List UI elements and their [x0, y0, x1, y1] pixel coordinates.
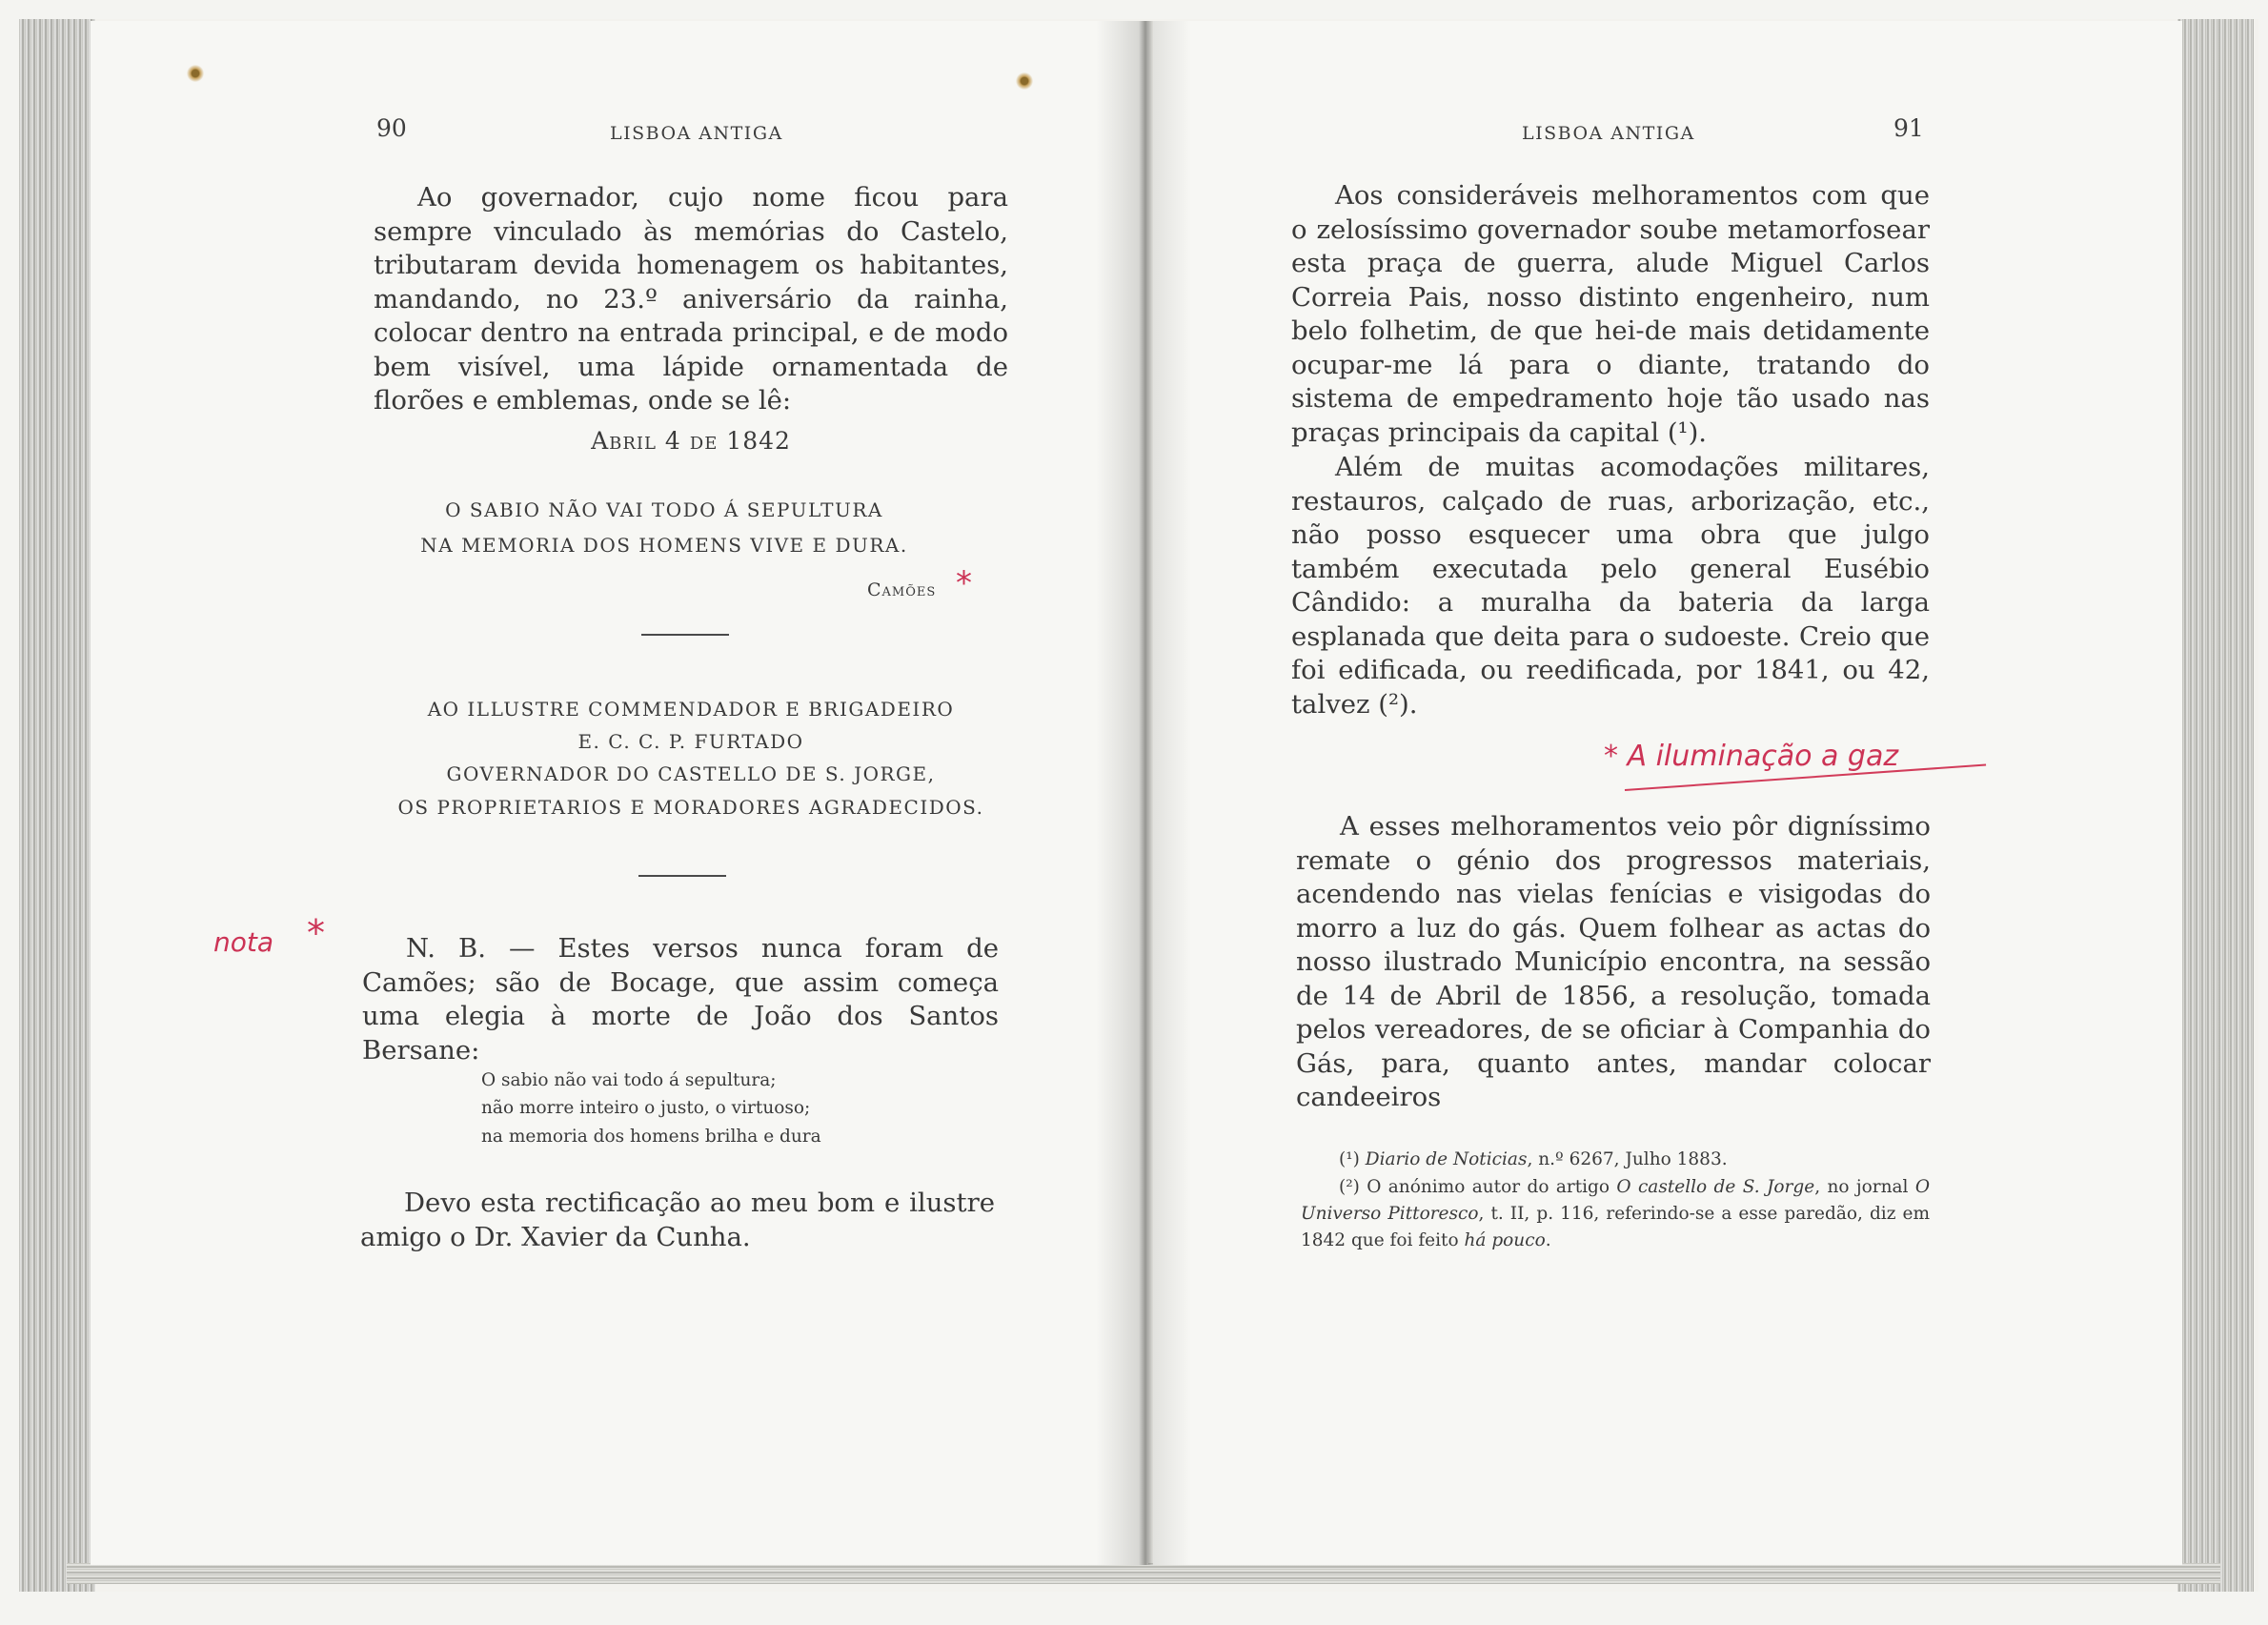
footnote-2-text-a: O anónimo autor do artigo — [1367, 1177, 1617, 1197]
footnote-2-marker: (²) — [1339, 1177, 1360, 1197]
footnote-2-title-2: O Universo Pittoresco — [1301, 1177, 1930, 1224]
verse-line-3: na memoria dos homens brilha e dura — [481, 1127, 821, 1147]
footnote-2-title-1: O castello de S. Jorge — [1616, 1177, 1815, 1197]
footnote-2-text-d: . — [1545, 1230, 1551, 1250]
hand-asterisk-mark: * — [307, 912, 325, 954]
dedication-line-1: AO ILLUSTRE COMMENDADOR E BRIGADEIRO — [427, 698, 955, 721]
footnote-2-title-3: há pouco — [1464, 1230, 1546, 1250]
note-paragraph: N. B. — Estes versos nunca foram de Camões; são de Bocage, que assim começa uma elegia à morte de João dos Santos Bersane: — [362, 933, 999, 1066]
dedication-line-2: E. C. C. P. FURTADO — [577, 730, 804, 753]
running-head-left: LISBOA ANTIGA — [610, 123, 783, 144]
left-paragraph-1: Ao governador, cujo nome ficou para sempre vinculado às memórias do Castelo, tributaram devida homenagem os habitantes, mandando, no 23.º aniversário da rainha, colocar dentro na entrada principal, e de modo bem visível, uma lápide ornamentada de florões e emblemas, onde se lê: — [374, 182, 1008, 416]
page-number-right: 91 — [1893, 114, 1924, 142]
inscription-line-2: NA MEMORIA DOS HOMENS VIVE E DURA. — [420, 534, 908, 557]
footnote-1-title: Diario de Noticias — [1365, 1149, 1528, 1169]
footnote-1-text: , n.º 6267, Julho 1883. — [1527, 1149, 1728, 1169]
dedication-line-3: GOVERNADOR DO CASTELLO DE S. JORGE, — [446, 762, 936, 785]
hand-margin-note: nota — [213, 926, 274, 958]
right-paragraph-1: Aos consideráveis melhoramentos com que o zelosíssimo governador soube metamorfosear esta praça de guerra, alude Miguel Carlos Correia Pais, nosso distinto engenheiro, num belo folhetim, de que hei-de mais detidamente ocupar-me lá para o diante, tratando do sistema de empedramento hoje tão usado nas praças principais da capital (¹). — [1291, 180, 1930, 448]
verse-line-2: não morre inteiro o justo, o virtuoso; — [481, 1098, 811, 1118]
running-head-right: LISBOA ANTIGA — [1522, 123, 1695, 144]
footnote-2 — [1301, 1174, 1930, 1254]
right-paragraph-3: A esses melhoramentos veio pôr digníssimo remate o génio dos progressos materiais, acendendo nas vielas fenícias e visigodas do morro a luz do gás. Quem folhear as actas do nosso ilustrado Município encontra, na sessão de 14 de Abril de 1856, a resolução, tomada pelos vereadores, de se oficiar à Companhia do Gás, para, quanto antes, mandar colocar candeeiros — [1296, 811, 1931, 1112]
binding-hole-mark — [1016, 72, 1033, 90]
book-gutter — [1096, 21, 1191, 1565]
footnote-2-text-b: , no jornal — [1814, 1177, 1915, 1197]
section-rule — [641, 634, 729, 636]
verse-line-1: O sabio não vai todo á sepultura; — [481, 1070, 777, 1090]
inscription-line-1: O SABIO NÃO VAI TODO Á SEPULTURA — [445, 498, 883, 521]
right-page-edges — [2177, 19, 2254, 1592]
left-page-edges — [19, 19, 95, 1592]
binding-hole-mark — [187, 65, 204, 82]
hand-asterisk-mark: * — [956, 564, 972, 602]
hand-annotation-gas-lighting: * A iluminação a gaz — [1604, 740, 1899, 773]
bottom-page-edges — [67, 1563, 2220, 1584]
footnote-1 — [1301, 1147, 1930, 1173]
right-paragraph-2: Além de muitas acomodações militares, restauros, calçado de ruas, arborização, etc., não posso esquecer uma obra que julgo também executada pelo general Eusébio Cândido: a muralha da bateria da larga esplanada que deita para o sudoeste. Creio que foi edificada, ou reedificada, por 1841, ou 42, talvez (²). — [1291, 452, 1930, 720]
footnote-2-text-c: , t. II, p. 116, referindo-se a esse paredão, diz em 1842 que foi feito — [1301, 1204, 1930, 1250]
page-number-left: 90 — [376, 114, 407, 142]
closing-paragraph: Devo esta rectificação ao meu bom e ilustre amigo o Dr. Xavier da Cunha. — [360, 1188, 995, 1252]
inscription-date-text: Abril 4 de 1842 — [591, 427, 791, 455]
section-rule — [638, 875, 726, 877]
footnote-1-marker: (¹) — [1339, 1149, 1360, 1169]
inscription-author: Camões — [867, 579, 937, 600]
dedication-line-4: OS PROPRIETARIOS E MORADORES AGRADECIDOS. — [397, 796, 984, 819]
inscription-date — [374, 427, 1008, 455]
